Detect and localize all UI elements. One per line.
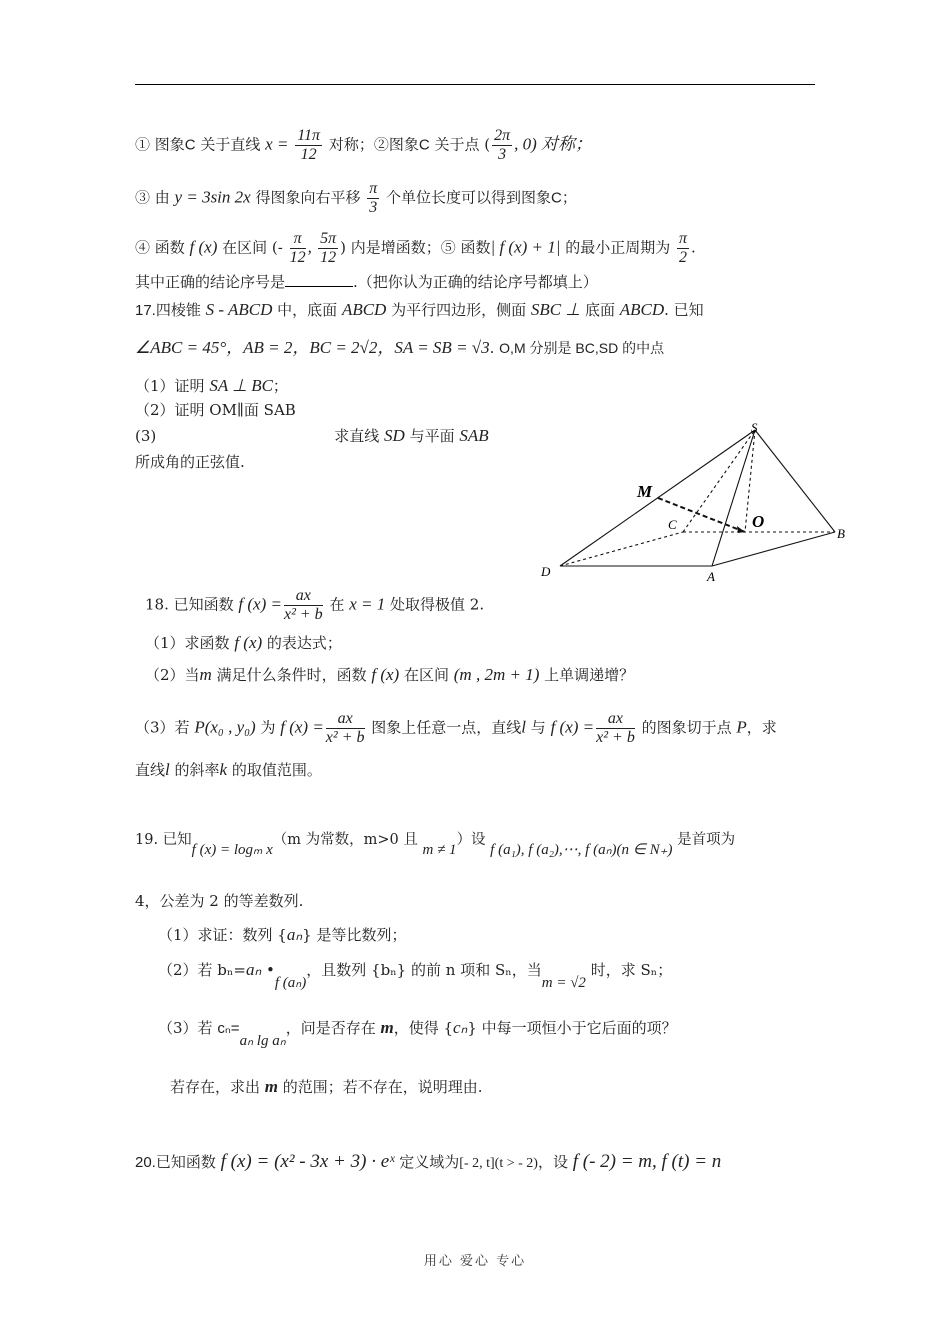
p18-line-1: 18. 已知函数 f (x) = $\frac{ax}{\text{x² + b}}$ 在 x = 1 处取得极值 2. bbox=[145, 587, 485, 623]
fraction: $\frac{\pi}{2}$ bbox=[679, 230, 688, 266]
p18-q2: （2）当m 满足什么条件时，函数 f (x) 在区间 (m , 2m + 1) 上单调递增？ bbox=[145, 665, 635, 684]
pyramid-figure bbox=[535, 415, 855, 585]
label-C: C bbox=[668, 517, 677, 532]
p17-q1: （1）证明 SA ⊥ BC； bbox=[135, 376, 288, 395]
p19-q1: （1）求证：数列 {aₙ} 是等比数列； bbox=[158, 925, 407, 944]
edge-SC bbox=[683, 430, 755, 532]
p17-q2: （2）证明 OM∥面 SAB bbox=[135, 401, 296, 419]
fraction: $\frac{2\pi}{3}$ bbox=[494, 127, 511, 163]
fraction: $\frac{11\pi}{12}$ bbox=[297, 127, 321, 163]
label-D: D bbox=[541, 564, 551, 579]
label-S: S bbox=[751, 420, 758, 435]
page-footer: 用心 爱心 专心 bbox=[423, 1254, 527, 1269]
p17-line-1: 17.四棱锥 S - ABCD 中，底面 ABCD 为平行四边形，侧面 SBC ⊥ 底面 ABCD. 已知 bbox=[135, 300, 704, 319]
p19-q3: （3）若 cₙ=aₙ lg aₙ，问是否存在 m，使得 {cₙ} 中每一项恒小于它后面的项？ bbox=[158, 1018, 677, 1049]
fraction: $\frac{5\pi}{12}$ bbox=[320, 230, 337, 266]
p19-q3-cont: 若存在，求出 m 的范围；若不存在，说明理由. bbox=[170, 1077, 483, 1096]
label-O: O bbox=[752, 512, 765, 531]
label-B: B bbox=[837, 526, 845, 541]
p19-line-2: 4，公差为 2 的等差数列. bbox=[135, 892, 304, 910]
arrow-head bbox=[737, 526, 745, 533]
p19-q2: （2）若 bₙ=aₙ •f (aₙ)，且数列 {bₙ} 的前 n 项和 Sₙ，当m = √2 时，求 Sₙ； bbox=[158, 960, 673, 991]
fraction: $\frac{ax}{\text{x² + b}}$ bbox=[325, 710, 365, 746]
fraction: $\frac{ax}{\text{x² + b}}$ bbox=[283, 587, 323, 623]
p18-q3-cont: 直线l 的斜率k 的取值范围。 bbox=[135, 760, 322, 779]
p16-line-1: ① 图象C 关于直线 x = $\frac{11\pi}{12}$ 对称；②图象C 关于点 ( $\frac{2\pi}{3}$ , 0) 对称； bbox=[135, 127, 593, 163]
fraction: $\frac{\pi}{12}$ bbox=[289, 230, 306, 266]
p17-q3-cont: 所成角的正弦值. bbox=[135, 453, 245, 471]
p17-q3: (3) 求直线 SD 与平面 SAB bbox=[135, 426, 489, 445]
edge-AB bbox=[712, 532, 835, 566]
p20-line-1: 20.已知函数 f (x) = (x² - 3x + 3) · eˣ 定义域为[- 2, t](t > - 2)，设 f (- 2) = m, f (t) = n bbox=[135, 1151, 722, 1172]
fraction: $\frac{ax}{\text{x² + b}}$ bbox=[596, 710, 635, 746]
p18-q3: （3）若 P(x₀ , y₀) 为 f (x) = $\frac{ax}{\text{x² + b}}$ 图象上任意一点，直线l 与 f (x) = $\frac{ax}{\text{x² + b}}$ 的图象切于点 P，求 bbox=[135, 710, 777, 746]
edge-SB bbox=[755, 430, 835, 532]
label-M: M bbox=[637, 482, 653, 501]
p19-line-1: 19. 已知f (x) = logₘ x（m 为常数，m>0 且 m ≠ 1）设 f (a₁), f (a₂),⋯, f (aₙ)(n ∈ N₊) 是首项为 bbox=[135, 832, 736, 858]
header-rule bbox=[135, 84, 815, 85]
p16-line-2: ③ 由 y = 3sin 2x 得图象向右平移 $\frac{\pi}{3}$ 个单位长度可以得到图象C； bbox=[135, 180, 577, 216]
p16-line-4: 其中正确的结论序号是 .（把你认为正确的结论序号都填上） bbox=[135, 273, 598, 291]
p18-q1: （1）求函数 f (x) 的表达式； bbox=[145, 633, 342, 652]
edge-SD bbox=[560, 430, 755, 566]
fraction: $\frac{\pi}{3}$ bbox=[369, 180, 378, 216]
p16-line-3: ④ 函数 f (x) 在区间 (- $\frac{\pi}{12}$ , $\frac{5\pi}{12}$ ) 内是增函数；⑤ 函数| f (x) + 1| 的最小正周期为 $\frac{\pi}{2}$ . bbox=[135, 230, 696, 266]
answer-blank[interactable] bbox=[285, 272, 353, 287]
label-A: A bbox=[707, 569, 715, 584]
p17-line-2: ∠ABC = 45°，AB = 2，BC = 2√2，SA = SB = √3. O,M 分别是 BC,SD 的中点 bbox=[135, 338, 665, 357]
edge-DC bbox=[560, 532, 683, 566]
